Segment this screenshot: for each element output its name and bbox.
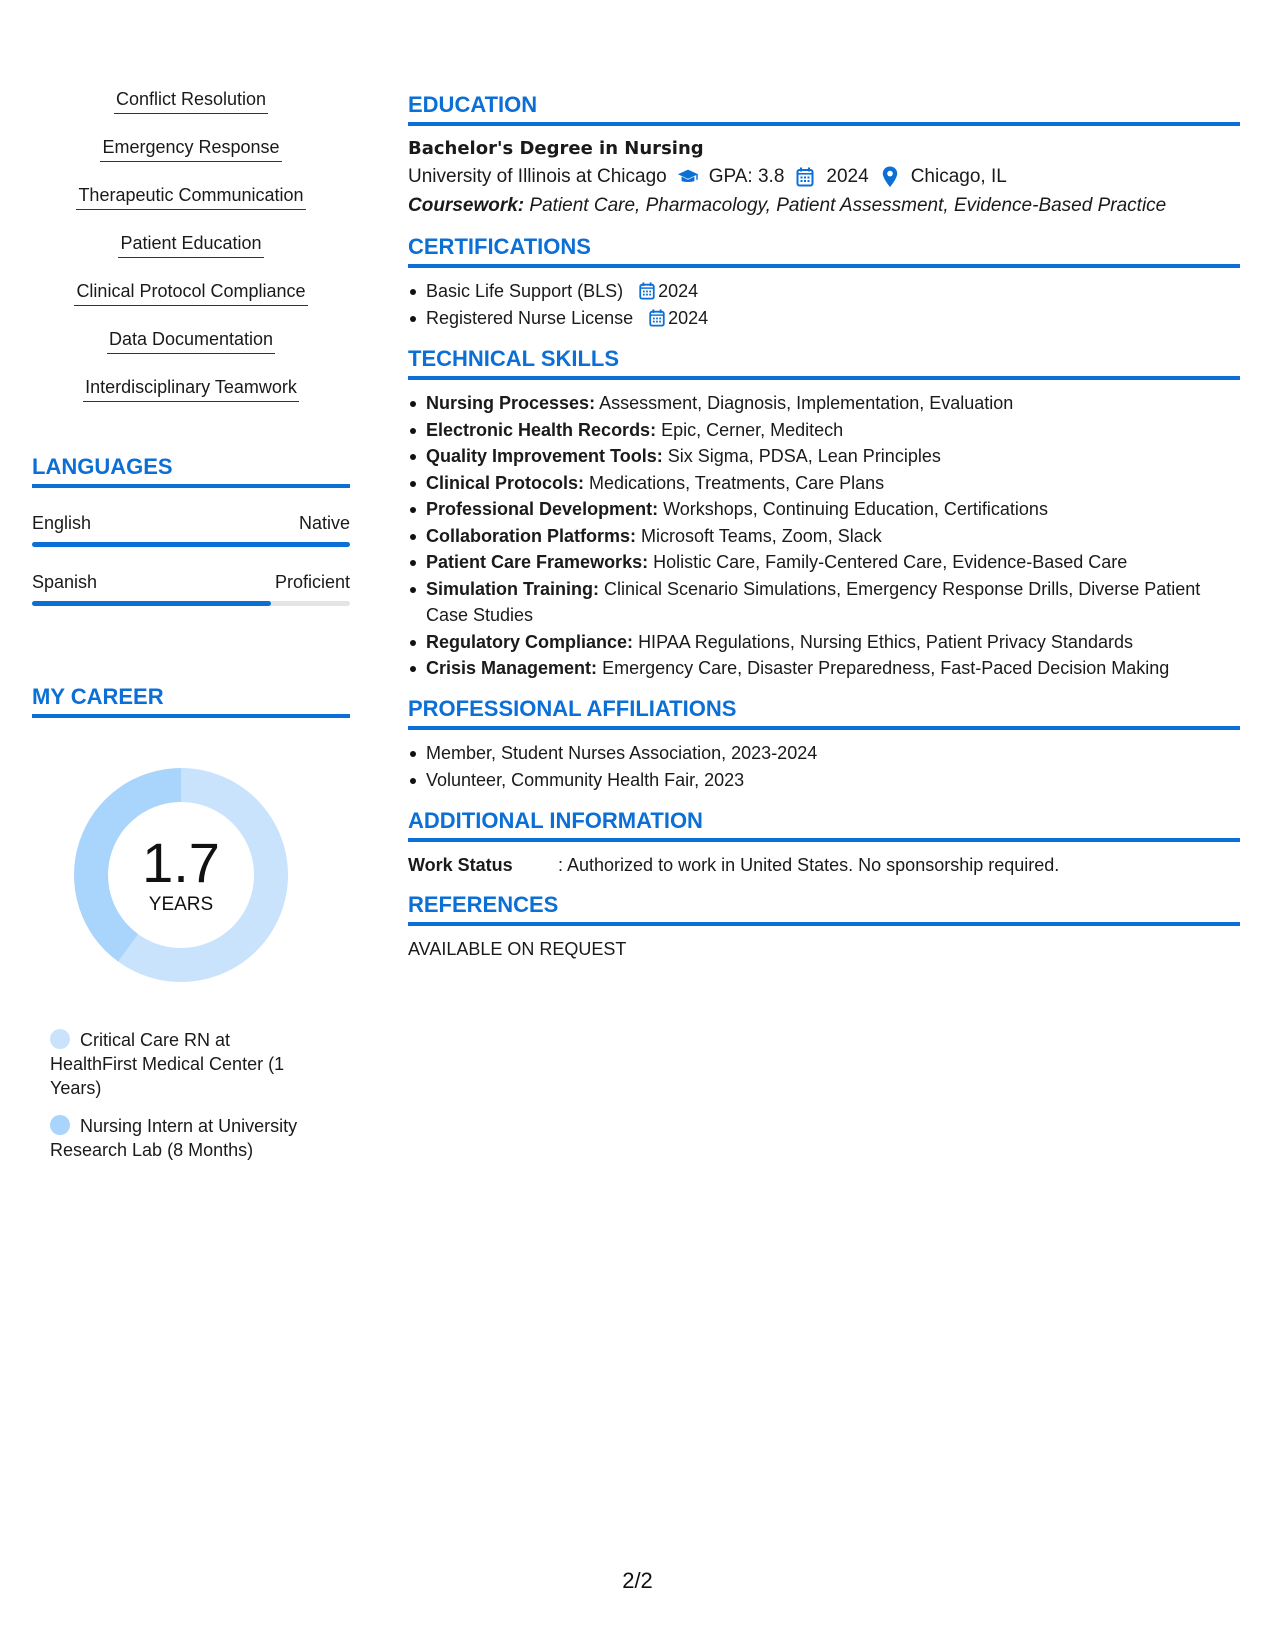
skill-tag: Interdisciplinary Teamwork bbox=[83, 372, 299, 402]
career-donut-chart bbox=[66, 760, 296, 990]
list-item bbox=[408, 417, 1240, 444]
skill-category: Patient Care Frameworks: bbox=[426, 552, 649, 572]
legend-item bbox=[50, 1028, 320, 1100]
school-name: University of Illinois at Chicago bbox=[408, 166, 667, 187]
map-pin-icon bbox=[879, 166, 901, 188]
calendar-icon bbox=[794, 166, 816, 188]
career-total-unit: YEARS bbox=[148, 894, 214, 915]
gpa: GPA: 3.8 bbox=[708, 166, 785, 187]
calendar-icon bbox=[648, 308, 666, 326]
certifications-list bbox=[408, 278, 1240, 332]
skill-values: Microsoft Teams, Zoom, Slack bbox=[641, 525, 882, 546]
references-text: AVAILABLE ON REQUEST bbox=[408, 938, 627, 959]
references-heading: REFERENCES bbox=[408, 892, 1240, 926]
list-item bbox=[408, 655, 1240, 682]
certification-name: Basic Life Support (BLS) bbox=[426, 281, 624, 301]
technical-skills-section bbox=[408, 346, 1240, 682]
language-bar bbox=[32, 601, 350, 606]
list-item bbox=[408, 305, 1240, 332]
technical-skills-heading: TECHNICAL SKILLS bbox=[408, 346, 1240, 380]
list-item bbox=[408, 443, 1240, 470]
career-section bbox=[32, 684, 350, 1162]
career-legend bbox=[32, 1028, 350, 1162]
language-bar-fill bbox=[32, 542, 350, 547]
graduation-cap-icon bbox=[677, 166, 699, 188]
list-item bbox=[408, 523, 1240, 550]
legend-dot bbox=[50, 1029, 70, 1049]
skill-category: Electronic Health Records: bbox=[426, 419, 657, 440]
language-level: Native bbox=[298, 513, 350, 533]
work-status-value: : Authorized to work in United States. No sponsorship required. bbox=[558, 854, 1060, 875]
list-item bbox=[408, 390, 1240, 417]
language-bar bbox=[32, 542, 350, 547]
coursework-list: Patient Care, Pharmacology, Patient Assessment, Evidence-Based Practice bbox=[529, 195, 1167, 216]
right-column bbox=[408, 92, 1240, 976]
skill-tag: Clinical Protocol Compliance bbox=[74, 276, 307, 306]
skill-tag: Emergency Response bbox=[100, 132, 281, 162]
affiliations-list bbox=[408, 740, 1240, 794]
skill-category: Quality Improvement Tools: bbox=[426, 446, 663, 466]
list-item: Member, Student Nurses Association, 2023-2024 bbox=[408, 740, 1240, 767]
skill-values: Emergency Care, Disaster Preparedness, Fast-Paced Decision Making bbox=[602, 658, 1170, 678]
technical-skills-list bbox=[408, 390, 1240, 682]
skill-values: Epic, Cerner, Meditech bbox=[661, 419, 844, 440]
additional-info-section bbox=[408, 808, 1240, 878]
skill-category: Crisis Management: bbox=[426, 658, 598, 678]
additional-info-heading: ADDITIONAL INFORMATION bbox=[408, 808, 1240, 842]
skill-values: HIPAA Regulations, Nursing Ethics, Patient Privacy Standards bbox=[638, 631, 1133, 652]
skill-category: Simulation Training: bbox=[426, 578, 600, 599]
donut-center bbox=[66, 760, 296, 990]
career-total-years: 1.7 bbox=[142, 831, 220, 894]
skill-tag: Therapeutic Communication bbox=[76, 180, 305, 210]
affiliations-section bbox=[408, 696, 1240, 794]
languages-section bbox=[32, 454, 350, 606]
skill-tag: Patient Education bbox=[118, 228, 263, 258]
skill-category: Regulatory Compliance: bbox=[426, 631, 634, 652]
list-item bbox=[408, 576, 1240, 629]
legend-dot bbox=[50, 1115, 70, 1135]
skill-category: Collaboration Platforms: bbox=[426, 525, 637, 546]
skill-values: Six Sigma, PDSA, Lean Principles bbox=[667, 446, 941, 466]
legend-label: Critical Care RN at HealthFirst Medical Center (1 Years) bbox=[50, 1030, 285, 1098]
languages-heading: LANGUAGES bbox=[32, 454, 350, 488]
skill-values: Assessment, Diagnosis, Implementation, Evaluation bbox=[599, 393, 1014, 413]
language-row bbox=[32, 512, 350, 534]
list-item bbox=[408, 629, 1240, 656]
page-number: 2/2 bbox=[622, 1568, 653, 1593]
education-heading: EDUCATION bbox=[408, 92, 1240, 126]
skill-values: Medications, Treatments, Care Plans bbox=[589, 472, 885, 493]
list-item bbox=[408, 549, 1240, 576]
education-section bbox=[408, 92, 1240, 220]
career-heading: MY CAREER bbox=[32, 684, 350, 718]
language-bar-fill bbox=[32, 601, 271, 606]
certifications-heading: CERTIFICATIONS bbox=[408, 234, 1240, 268]
language-row bbox=[32, 571, 350, 593]
skill-values: Workshops, Continuing Education, Certifications bbox=[663, 499, 1048, 519]
skill-values: Clinical Scenario Simulations, Emergency Response Drills, Diverse Patient Case Studies bbox=[426, 578, 1201, 625]
left-column bbox=[32, 84, 350, 1176]
list-item bbox=[408, 278, 1240, 305]
work-status-label: Work Status bbox=[408, 854, 513, 875]
certifications-section bbox=[408, 234, 1240, 332]
skills-list bbox=[32, 84, 350, 420]
skill-values: Holistic Care, Family-Centered Care, Evidence-Based Care bbox=[653, 552, 1128, 572]
skill-category: Professional Development: bbox=[426, 499, 659, 519]
list-item: Volunteer, Community Health Fair, 2023 bbox=[408, 767, 1240, 794]
coursework bbox=[408, 192, 1240, 220]
references-section bbox=[408, 892, 1240, 962]
location: Chicago, IL bbox=[910, 166, 1007, 187]
list-item bbox=[408, 470, 1240, 497]
legend-item bbox=[50, 1114, 320, 1162]
language-level: Proficient bbox=[274, 572, 350, 592]
skill-tag: Data Documentation bbox=[107, 324, 275, 354]
list-item bbox=[408, 496, 1240, 523]
skill-category: Nursing Processes: bbox=[426, 393, 596, 413]
education-details bbox=[408, 162, 1240, 192]
affiliations-heading: PROFESSIONAL AFFILIATIONS bbox=[408, 696, 1240, 730]
legend-label: Nursing Intern at University Research Lab (8 Months) bbox=[50, 1116, 298, 1160]
skill-tag: Conflict Resolution bbox=[114, 84, 268, 114]
certification-name: Registered Nurse License bbox=[426, 308, 634, 328]
certification-year: 2024 bbox=[658, 281, 699, 301]
language-name: English bbox=[32, 513, 92, 533]
skill-category: Clinical Protocols: bbox=[426, 472, 585, 493]
work-status-row bbox=[408, 852, 1240, 878]
degree-title: Bachelor's Degree in Nursing bbox=[408, 138, 704, 159]
language-name: Spanish bbox=[32, 572, 98, 592]
calendar-icon bbox=[638, 281, 656, 299]
certification-year: 2024 bbox=[668, 308, 709, 328]
graduation-year: 2024 bbox=[826, 166, 869, 187]
coursework-label: Coursework: bbox=[408, 195, 525, 216]
